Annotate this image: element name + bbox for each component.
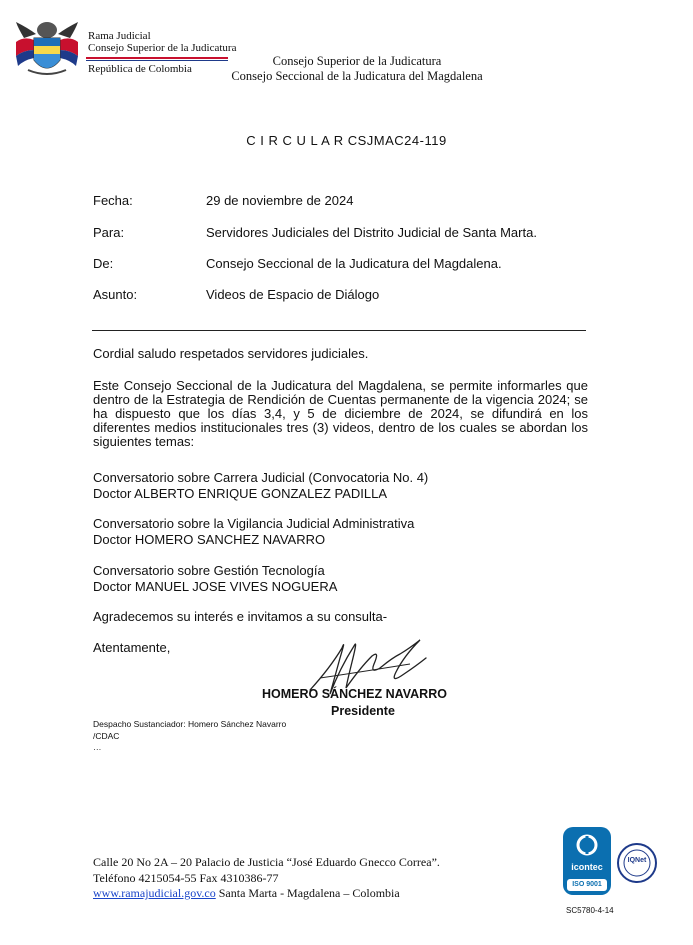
- footer-address: Calle 20 No 2A – 20 Palacio de Justicia “José Eduardo Gnecco Correa”.: [93, 855, 440, 869]
- document-code: SC5780-4-14: [566, 906, 614, 915]
- de-label: De:: [93, 256, 114, 271]
- iqnet-certification-logo: [617, 843, 657, 883]
- fecha-label: Fecha:: [93, 193, 133, 208]
- footer-website-link[interactable]: www.ramajudicial.gov.co: [93, 886, 216, 900]
- signer-name: HOMERO SÁNCHEZ NAVARRO: [262, 687, 447, 701]
- item2-title: Conversatorio sobre la Vigilancia Judicial Administrativa: [93, 516, 415, 531]
- coat-of-arms-logo: [14, 20, 80, 80]
- fecha-value: 29 de noviembre de 2024: [206, 193, 354, 208]
- council-line-seccional: Consejo Seccional de la Judicatura del Magdalena: [231, 69, 483, 83]
- footer-phone: Teléfono 4215054-55 Fax 4310386-77: [93, 870, 279, 885]
- note-initials: /CDAC: [93, 731, 120, 741]
- footer-location-line: [93, 886, 440, 902]
- note-ellipsis: …: [93, 742, 102, 752]
- footer-block: [93, 855, 440, 902]
- logo-text-block: [88, 31, 236, 54]
- logo-blue-divider: [86, 60, 228, 61]
- council-header: [230, 54, 484, 84]
- para-value: Servidores Judiciales del Distrito Judicial de Santa Marta.: [206, 225, 537, 240]
- closing-text: Atentamente,: [93, 640, 171, 655]
- logo-red-divider: [86, 57, 228, 59]
- asunto-value: Videos de Espacio de Diálogo: [206, 287, 380, 302]
- de-value: Consejo Seccional de la Judicatura del Magdalena.: [206, 256, 502, 271]
- item1-person: Doctor ALBERTO ENRIQUE GONZALEZ PADILLA: [93, 486, 388, 501]
- item3-person: Doctor MANUEL JOSE VIVES NOGUERA: [93, 579, 338, 594]
- item3-title: Conversatorio sobre Gestión Tecnología: [93, 563, 325, 578]
- footer-location: Santa Marta - Magdalena – Colombia: [215, 886, 400, 900]
- icontec-label: icontec: [571, 862, 603, 872]
- note-despacho: Despacho Sustanciador: Homero Sánchez Navarro: [93, 719, 287, 729]
- para-label: Para:: [93, 225, 125, 240]
- intro-paragraph: Este Consejo Seccional de la Judicatura del Magdalena, se permite informarles que dentro de la Estrategia de Rendición de Cuentas permanente de la vigencia 2024; se ha dispuesto que los días 3,4, y 5 de diciembre de 2024, se difundirá en los diferentes medios institucionales tres (3) videos, dentro de los cuales se abordan los siguientes temas:: [93, 378, 588, 449]
- signer-title: Presidente: [331, 704, 395, 718]
- item2-person: Doctor HOMERO SANCHEZ NAVARRO: [93, 532, 326, 547]
- iso-label: ISO 9001: [572, 881, 602, 888]
- council-line-superior: Consejo Superior de la Judicatura: [272, 54, 442, 68]
- logo-line-rama-judicial: Rama Judicial: [88, 30, 151, 42]
- logo-line-republica: República de Colombia: [88, 63, 192, 75]
- circular-title: C I R C U L A R CSJMAC24-119: [246, 133, 447, 148]
- iqnet-label: IQNet: [627, 857, 647, 864]
- thanks-text: Agradecemos su interés e invitamos a su consulta-: [93, 609, 388, 624]
- logo-line-consejo-superior: Consejo Superior de la Judicatura: [88, 41, 237, 54]
- item1-title: Conversatorio sobre Carrera Judicial (Convocatoria No. 4): [93, 470, 429, 485]
- asunto-label: Asunto:: [93, 287, 138, 302]
- header-separator-line: [92, 330, 586, 331]
- icontec-certification-logo: [563, 827, 611, 895]
- greeting-text: Cordial saludo respetados servidores judiciales.: [93, 346, 369, 361]
